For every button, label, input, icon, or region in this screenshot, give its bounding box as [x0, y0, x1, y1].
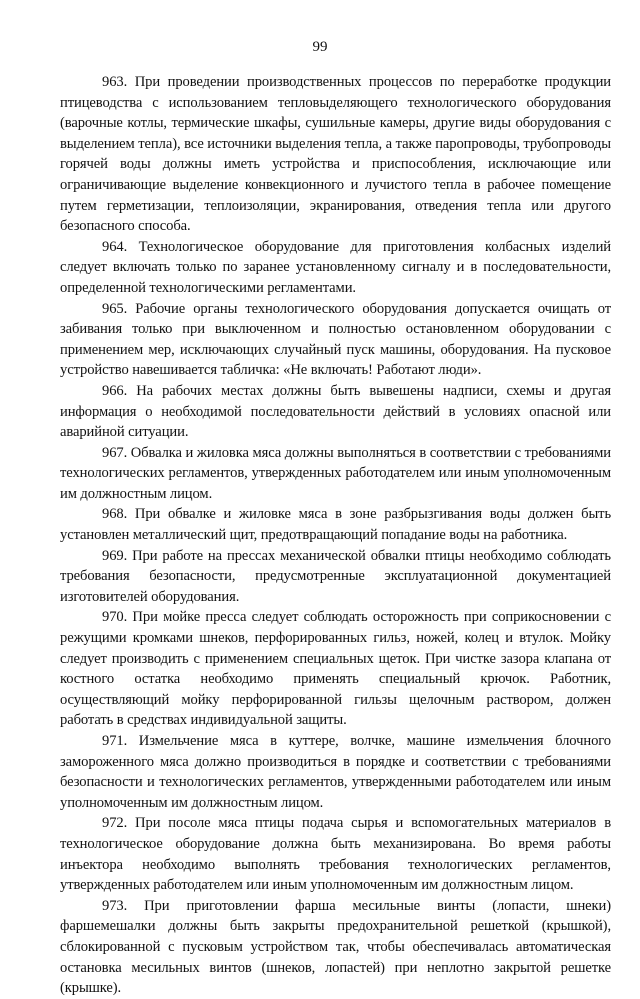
paragraph-965: 965. Рабочие органы технологического оборудования допускается очищать от забивания только при выключенном и полностью остановленном оборудовании с применением мер, исключающих случайный пуск машины, оборудования. На пусковое устройство навешивается табличка: «Не включать! Работают люди».: [60, 300, 611, 379]
paragraph-972: 972. При посоле мяса птицы подача сырья и вспомогательных материалов в технологическое оборудование должна быть механизирована. Во время работы инъектора необходимо выполнять требования технологических регламентов, утвержденных работодателем или иным уполномоченным им должностным лицом.: [60, 815, 611, 894]
page-body: [60, 72, 611, 999]
paragraph-971: 971. Измельчение мяса в куттере, волчке, машине измельчения блочного замороженного мяса должно производиться в порядке и соответствии с требованиями безопасности и технологических регламентов, утвержденными работодателем или иным уполномоченным им должностным лицом.: [60, 733, 611, 811]
paragraph-967: 967. Обвалка и жиловка мяса должны выполняться в соответствии с требованиями технологических регламентов, утвержденных работодателем или иным уполномоченным им должностным лицом.: [60, 444, 611, 502]
paragraph-963: 963. При проведении производственных процессов по переработке продукции птицеводства с использованием тепловыделяющего технологического оборудования (варочные котлы, термические шкафы, сушильные камеры, другие виды оборудования с выделением тепла), все источники выделения тепла, а также паропроводы, трубопроводы горячей воды должны иметь устройства и приспособления, исключающие или ограничивающие выделение конвекционного и лучистого тепла в рабочее помещение путем герметизации, теплоизоляции, экранирования, отведения тепла или другого безопасного способа.: [60, 74, 611, 235]
paragraph-973: 973. При приготовлении фарша месильные винты (лопасти, шнеки) фаршемешалки должны быть закрыты предохранительной решеткой (крышкой), сблокированной с пусковым устройством так, чтобы обеспечивалась автоматическая остановка месильных винтов (шнеков, лопастей) при неплотно закрытой решетке (крышке).: [60, 897, 611, 997]
page-number: 99: [312, 39, 328, 55]
paragraph-970: 970. При мойке пресса следует соблюдать осторожность при соприкосновении с режущими кромками шнеков, перфорированных гильз, ножей, колец и втулок. Мойку следует производить с применением специальных щеток. При чистке зазора клапана от костного остатка необходимо применять специальный крючок. Работник, осуществляющий мойку перфорированной гильзы щелочным раствором, должен работать в средствах индивидуальной защиты.: [60, 609, 611, 729]
paragraph-964: 964. Технологическое оборудование для приготовления колбасных изделий следует включать только по заранее установленному сигналу и в последовательности, определенной технологическими регламентами.: [60, 238, 611, 296]
paragraph-968: 968. При обвалке и жиловке мяса в зоне разбрызгивания воды должен быть установлен металлический щит, предотвращающий попадание воды на работника.: [60, 506, 611, 544]
paragraph-969: 969. При работе на прессах механической обвалки птицы необходимо соблюдать требования безопасности, предусмотренные эксплуатационной документацией изготовителей оборудования.: [60, 547, 611, 605]
paragraph-966: 966. На рабочих местах должны быть вывешены надписи, схемы и другая информация о необходимой последовательности действий в условиях опасной или аварийной ситуации.: [60, 382, 611, 441]
